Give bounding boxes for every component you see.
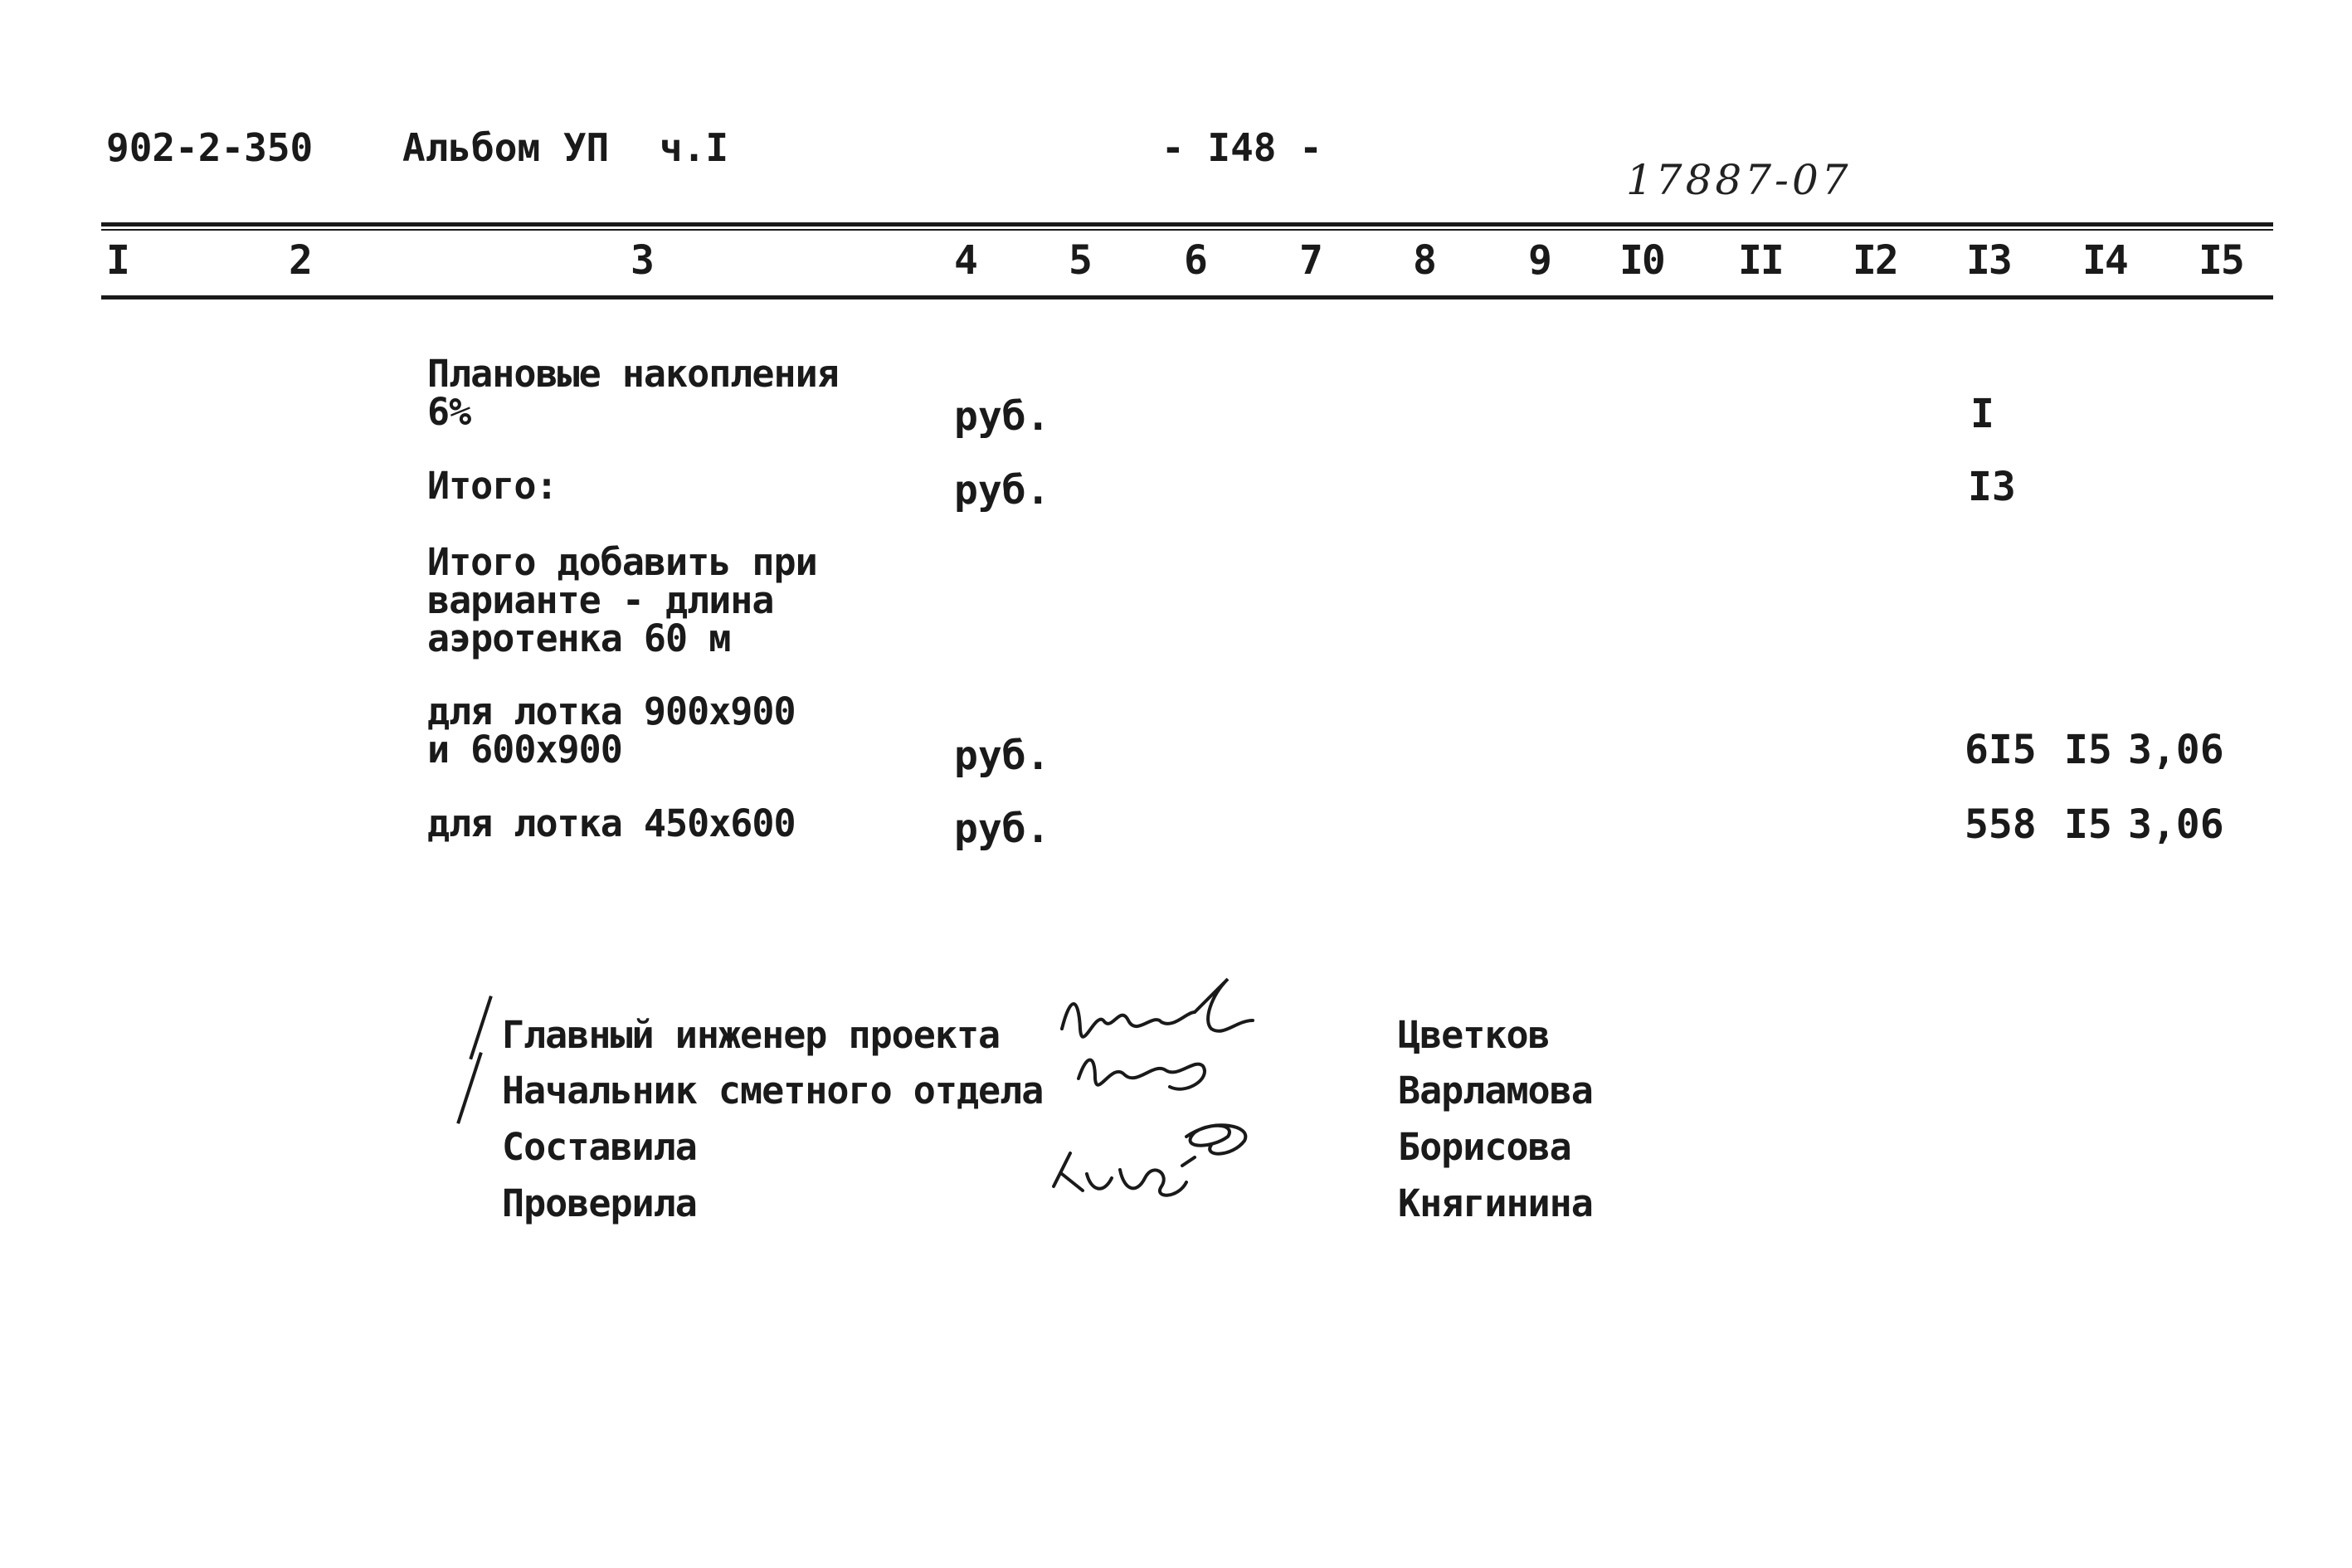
signature-role-chief-engineer: Главный инженер проекта	[502, 1013, 1001, 1057]
column-number-4: 4	[954, 237, 976, 284]
row-total-unit: руб.	[954, 467, 1050, 514]
row-total-name: Итого:	[427, 464, 558, 508]
column-number-8: 8	[1413, 237, 1435, 284]
column-number-9: 9	[1528, 237, 1551, 284]
column-number-3: 3	[631, 237, 653, 284]
row-tray-900-col14: I5	[2064, 727, 2112, 773]
row-tray-900-name: для лотка 900х900 и 600х900	[427, 689, 796, 772]
row-tray-450-name: для лотка 450х600	[427, 801, 796, 845]
signature-slash-mark	[456, 1052, 483, 1124]
signature-role-checked-by: Проверила	[502, 1181, 697, 1225]
table-top-rule-inner	[101, 229, 2273, 231]
document-code: 902-2-350	[106, 125, 314, 170]
part-label: ч.I	[660, 125, 729, 170]
row-add-variant-name: Итого добавить при варианте - длина аэротенка 60 м	[427, 540, 817, 660]
signature-role-compiled-by: Составила	[502, 1125, 697, 1169]
column-number-6: 6	[1184, 237, 1206, 284]
row-tray-900-unit: руб.	[954, 733, 1050, 779]
row-total-col13: I3	[1968, 464, 2016, 510]
handwritten-number: 17887-07	[1626, 156, 1852, 204]
row-planned-savings-unit: руб.	[954, 393, 1050, 440]
row-planned-savings-col13: I	[1970, 391, 1994, 437]
row-tray-450-col13: 558	[1965, 801, 2037, 848]
table-top-rule	[101, 222, 2273, 226]
signature-slash-mark	[469, 996, 493, 1059]
column-number-10: I0	[1619, 237, 1664, 284]
row-tray-450-col14: I5	[2064, 801, 2112, 848]
row-tray-900-col13: 6I5	[1965, 727, 2037, 773]
table-header-bottom-rule	[101, 295, 2273, 299]
column-number-14: I4	[2082, 237, 2127, 284]
column-number-13: I3	[1966, 237, 2011, 284]
album-label: Альбом УП	[402, 125, 610, 170]
signature-name-borisova: Борисова	[1398, 1125, 1571, 1169]
column-number-15: I5	[2199, 237, 2243, 284]
row-tray-900-col15: 3,06	[2128, 727, 2224, 773]
column-number-7: 7	[1299, 237, 1322, 284]
column-number-5: 5	[1069, 237, 1091, 284]
signature-name-knyaginina: Княгинина	[1398, 1181, 1593, 1225]
column-number-2: 2	[289, 237, 311, 284]
page-number: - I48 -	[1161, 125, 1322, 170]
column-number-11: II	[1738, 237, 1783, 284]
signature-name-varlamova: Варламова	[1398, 1069, 1593, 1113]
row-tray-450-col15: 3,06	[2128, 801, 2224, 848]
column-number-12: I2	[1853, 237, 1897, 284]
handwritten-signatures	[1045, 962, 1377, 1253]
signature-role-head-estimates: Начальник сметного отдела	[502, 1069, 1044, 1113]
column-number-1: I	[106, 237, 129, 284]
signature-name-tsvetkov: Цветков	[1398, 1013, 1550, 1057]
row-planned-savings-name: Плановые накопления 6%	[427, 352, 839, 434]
row-tray-450-unit: руб.	[954, 806, 1050, 852]
